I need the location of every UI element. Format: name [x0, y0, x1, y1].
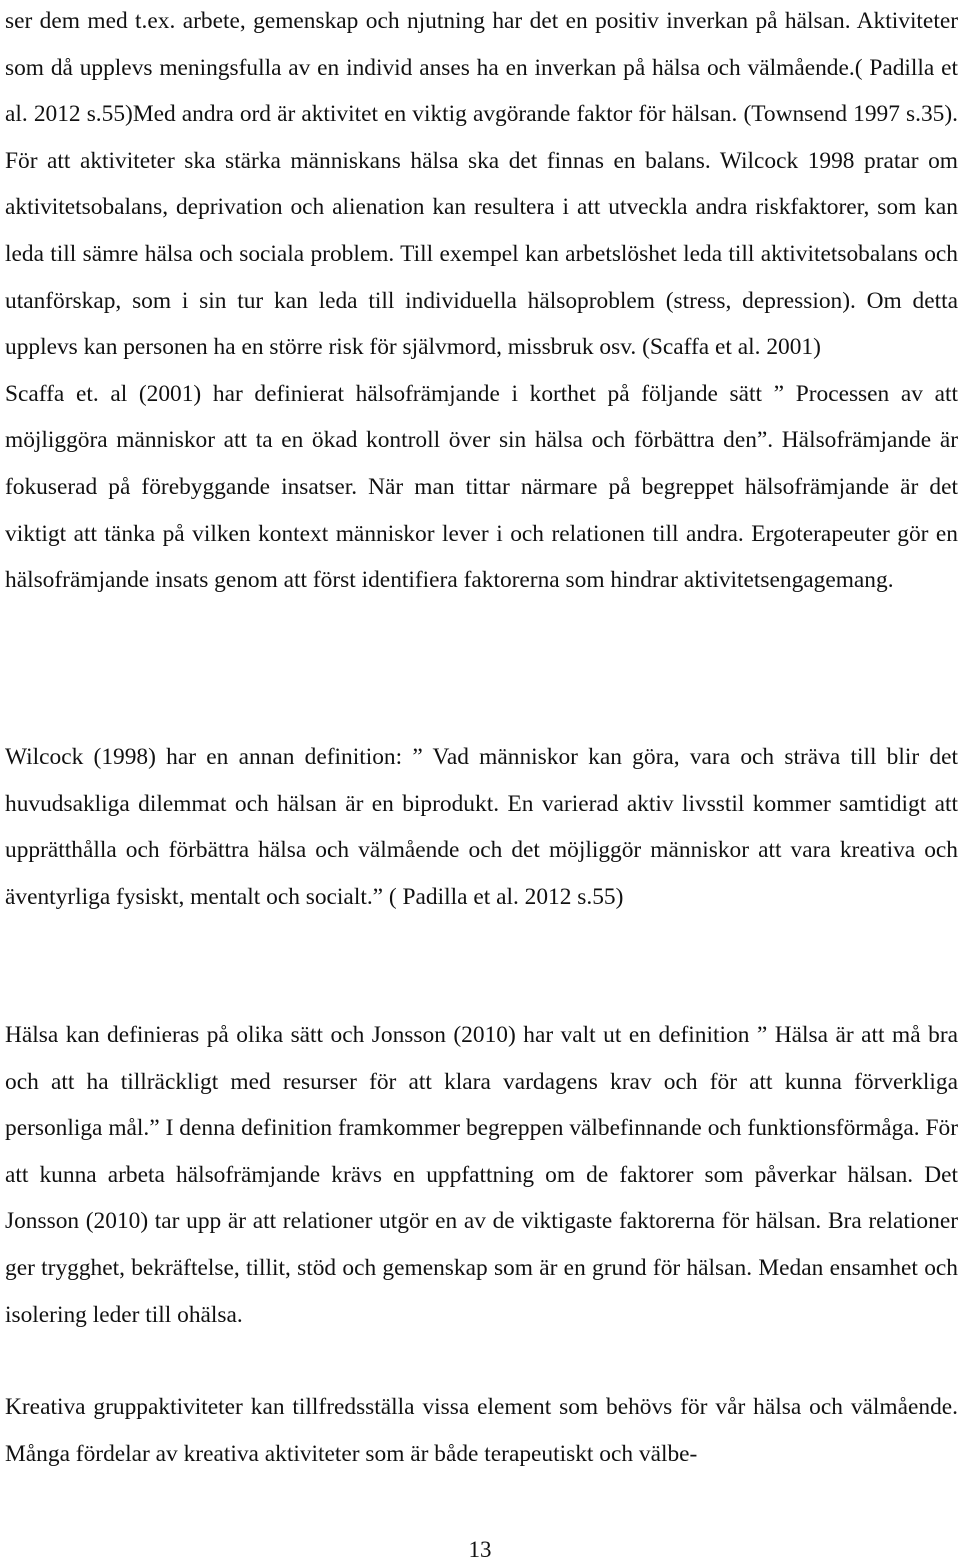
page-number: 13	[468, 1537, 492, 1562]
body-text-health	[5, 1012, 958, 1338]
body-text-top	[5, 0, 958, 604]
body-text-bottom	[5, 1384, 958, 1477]
paragraph-activity-balance: ser dem med t.ex. arbete, gemenskap och njutning har det en positiv inverkan på hälsan. Aktiviteter som då upplevs meningsfulla av en individ anses ha en inverkan på hälsa och välmående.( Padilla et al. 2012 s.55)Med andra ord är aktivitet en viktig avgörande faktor för hälsan. (Townsend 1997 s.35). För att aktiviteter ska stärka människans hälsa ska det finnas en balans. Wilcock 1998 pratar om aktivitetsobalans, deprivation och alienation kan resultera i att utveckla andra riskfaktorer, som kan leda till sämre hälsa och sociala problem. Till exempel kan arbetslöshet leda till aktivitetsobalans och utanförskap, som i sin tur kan leda till individuella hälsoproblem (stress, depression). Om detta upplevs kan personen ha en större risk för självmord, missbruk osv. (Scaffa et al. 2001)	[5, 8, 958, 361]
paragraph-wilcock-definition: Wilcock (1998) har en annan definition: ” Vad människor kan göra, vara och sträva till blir det huvudsakliga dilemmat och hälsan är en biprodukt. En varierad aktiv livsstil kommer samtidigt att upprätthålla och förbättra hälsa och välmående och det möjliggör människor att vara kreativa och äventyrliga fysiskt, mentalt och socialt.” ( Padilla et al. 2012 s.55)	[5, 744, 958, 910]
paragraph-jonsson-definition: Hälsa kan definieras på olika sätt och Jonsson (2010) har valt ut en definition ” Hälsa är att må bra och att ha tillräckligt med resurser för att klara vardagens krav och för att kunna förverkliga personliga mål.” I denna definition framkommer begreppen välbefinnande och funktionsförmåga. För att kunna arbeta hälsofrämjande krävs en uppfattning om de faktorer som påverkar hälsan. Det Jonsson (2010) tar upp är att relationer utgör en av de viktigaste faktorerna för hälsan. Bra relationer ger trygghet, bekräftelse, tillit, stöd och gemenskap som är en grund för hälsan. Medan ensamhet och isolering leder till ohälsa.	[5, 1022, 958, 1328]
paragraph-creative-activities: Kreativa gruppaktiviteter kan tillfredsställa vissa element som behövs för vår hälsa och välmående. Många fördelar av kreativa aktiviteter som är både terapeutiskt och välbe-	[5, 1394, 958, 1467]
body-text-middle	[5, 734, 958, 920]
paragraph-health-promotion: Scaffa et. al (2001) har definierat hälsofrämjande i korthet på följande sätt ” Processen av att möjliggöra människor att ta en ökad kontroll över sin hälsa och förbättra den”. Hälsofrämjande är fokuserad på förebyggande insatser. När man tittar närmare på begreppet hälsofrämjande är det viktigt att tänka på vilken kontext människor lever i och relationen till andra. Ergoterapeuter gör en hälsofrämjande insats genom att först identifiera faktorerna som hindrar aktivitetsengagemang.	[5, 380, 958, 594]
